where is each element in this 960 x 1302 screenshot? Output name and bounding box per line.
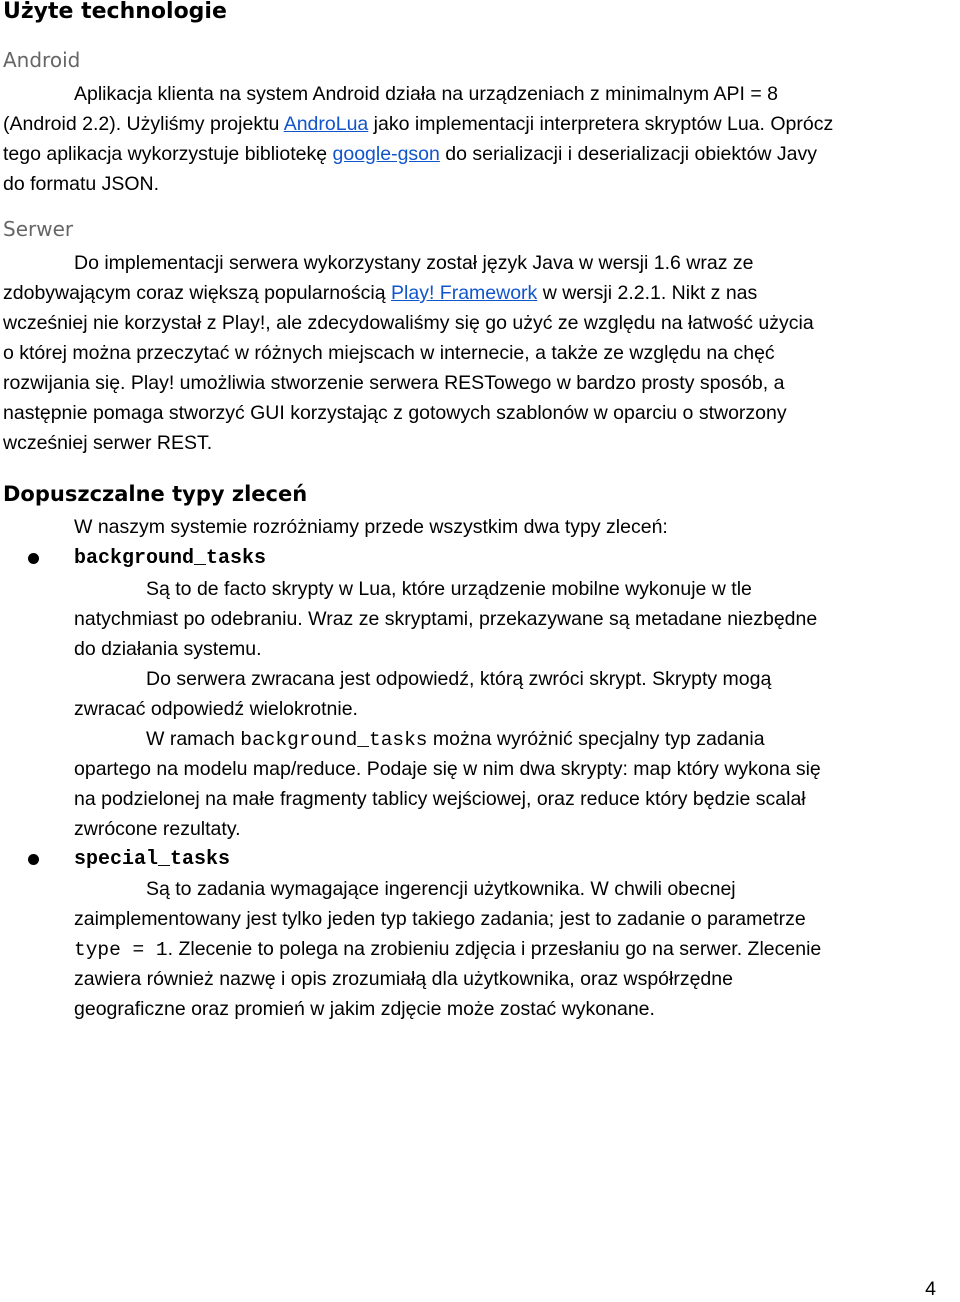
special-tasks-description (74, 874, 821, 1024)
serwer-line-3: wcześniej nie korzystał z Play!, ale zdecydowaliśmy się go użyć ze względu na łatwość użycia (3, 312, 814, 334)
sp-p1-line-3 (74, 934, 821, 964)
serwer-heading: Serwer (3, 217, 74, 241)
android-line-2-text-b: jako implementacji interpretera skryptów Lua. Oprócz (368, 113, 834, 135)
android-line-3 (3, 139, 833, 169)
android-line-2 (3, 109, 833, 139)
zlecenia-heading: Dopuszczalne typy zleceń (3, 482, 308, 506)
android-line-3-text-a: tego aplikacja wykorzystuje bibliotekę (3, 143, 333, 165)
bg-p2-line-2: zwracać odpowiedź wielokrotnie. (74, 698, 358, 720)
background-tasks-code: background_tasks (240, 729, 428, 751)
androlua-link[interactable]: AndroLua (283, 113, 369, 135)
bg-p1-line-1: Są to de facto skrypty w Lua, które urządzenie mobilne wykonuje w tle (146, 578, 752, 600)
special-tasks-label: special_tasks (74, 848, 231, 871)
bg-p3-line-1 (74, 724, 821, 754)
type-code: type = 1 (74, 939, 168, 961)
serwer-line-6: następnie pomaga stworzyć GUI korzystając z gotowych szablonów w oparciu o stworzony (3, 402, 787, 424)
serwer-line-5: rozwijania się. Play! umożliwia stworzenie serwera RESTowego w bardzo prosty sposób, a (3, 372, 785, 394)
page-number: 4 (925, 1278, 936, 1300)
serwer-line-4: o której można przeczytać w różnych miejscach w internecie, a także ze względu na chęć (3, 342, 775, 364)
sp-p1-line-5: geograficzne oraz promień w jakim zdjęcie może zostać wykonane. (74, 998, 655, 1020)
zlecenia-intro-line: W naszym systemie rozróżniamy przede wszystkim dwa typy zleceń: (74, 516, 668, 538)
background-tasks-description (74, 574, 821, 844)
serwer-line-2-text-b: w wersji 2.2.1. Nikt z nas (537, 282, 758, 304)
bullet-special-tasks (0, 845, 960, 875)
bg-p1-line-3: do działania systemu. (74, 638, 262, 660)
android-line-1: Aplikacja klienta na system Android działa na urządzeniach z minimalnym API = 8 (74, 83, 778, 105)
serwer-line-7: wcześniej serwer REST. (3, 432, 213, 454)
serwer-line-1: Do implementacji serwera wykorzystany został język Java w wersji 1.6 wraz ze (74, 252, 754, 274)
bg-p3-line-4: zwrócone rezultaty. (74, 818, 241, 840)
google-gson-link[interactable]: google-gson (332, 143, 440, 165)
bg-p3-line-2: opartego na modelu map/reduce. Podaje się w nim dwa skrypty: map który wykona się (74, 758, 821, 780)
serwer-line-2 (3, 278, 814, 308)
section-title: Użyte technologie (3, 0, 227, 24)
zlecenia-intro (74, 512, 668, 542)
bullet-dot-icon (28, 854, 39, 865)
bullet-dot-icon (28, 553, 39, 564)
play-framework-link[interactable]: Play! Framework (391, 282, 538, 304)
bg-p2-line-1: Do serwera zwracana jest odpowiedź, którą zwróci skrypt. Skrypty mogą (146, 668, 772, 690)
sp-p1-line-4: zawiera również nazwę i opis zrozumiałą dla użytkownika, oraz współrzędne (74, 968, 733, 990)
android-paragraph (3, 79, 833, 199)
bg-p3-line-1-text-b: można wyróżnić specjalny typ zadania (427, 728, 765, 750)
android-line-2-text-a: (Android 2.2). Użyliśmy projektu (3, 113, 284, 135)
sp-p1-line-3-text: . Zlecenie to polega na zrobieniu zdjęcia i przesłaniu go na serwer. Zlecenie (167, 938, 822, 960)
bullet-background-tasks (0, 544, 960, 574)
android-line-4: do formatu JSON. (3, 173, 160, 195)
serwer-line-2-text-a: zdobywającym coraz większą popularnością (3, 282, 392, 304)
android-line-3-text-b: do serializacji i deserializacji obiektów Javy (439, 143, 818, 165)
android-heading: Android (3, 48, 81, 72)
bg-p3-line-1-text-a: W ramach (146, 728, 241, 750)
bg-p3-line-3: na podzielonej na małe fragmenty tablicy wejściowej, oraz reduce który będzie scalał (74, 788, 806, 810)
sp-p1-line-2: zaimplementowany jest tylko jeden typ takiego zadania; jest to zadanie o parametrze (74, 908, 806, 930)
sp-p1-line-1: Są to zadania wymagające ingerencji użytkownika. W chwili obecnej (146, 878, 736, 900)
bg-p1-line-2: natychmiast po odebraniu. Wraz ze skryptami, przekazywane są metadane niezbędne (74, 608, 818, 630)
background-tasks-label: background_tasks (74, 547, 267, 570)
serwer-paragraph (3, 248, 814, 458)
